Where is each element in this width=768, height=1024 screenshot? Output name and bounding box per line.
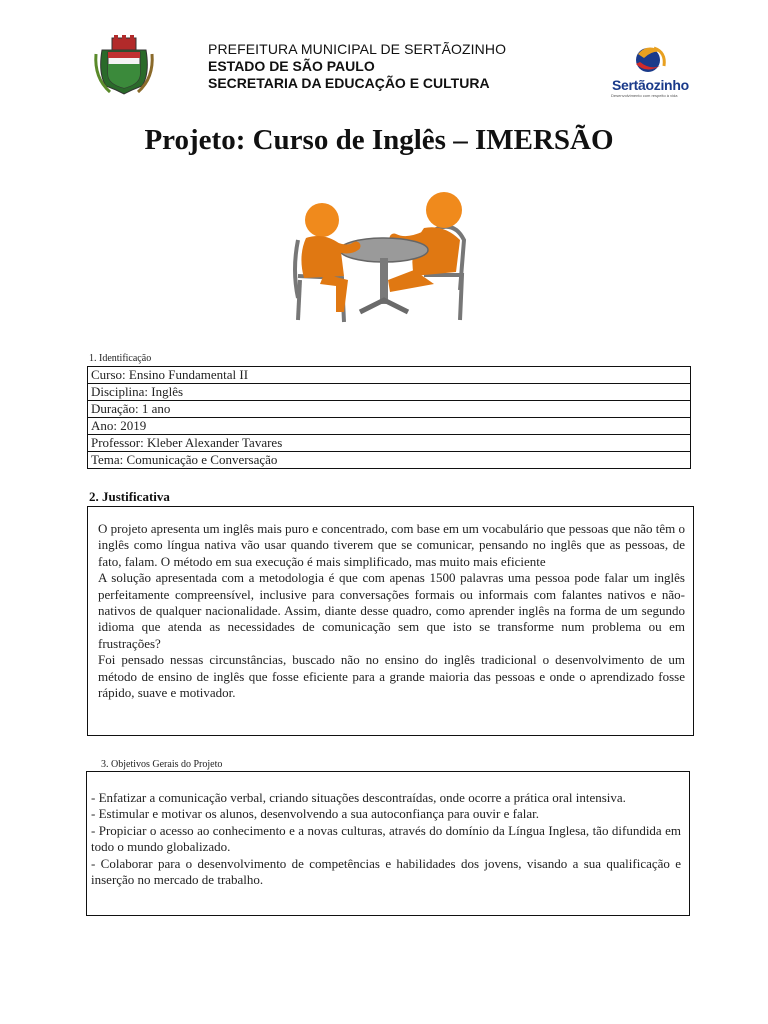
objetivos-label: 3. Objetivos Gerais do Projeto: [101, 759, 223, 770]
city-logo-icon: [608, 40, 704, 80]
justificativa-paragraph: A solução apresentada com a metodologia é que com apenas 1500 palavras uma pessoa pode falar um inglês perfeitamente compreensível, inclusive para conversações formais ou informais com falantes nativos e não-nativos de qualquer nacionalidade. Assim, diante desse quadro, como aprender inglês na forma de um segundo idioma que atenda as necessidades de comunicação sem que isto se transforme num problema ou em frustrações?: [98, 570, 685, 651]
objetivo-item: - Estimular e motivar os alunos, desenvolvendo a sua autoconfiança para ouvir e falar.: [91, 806, 539, 822]
justificativa-paragraph: O projeto apresenta um inglês mais puro e concentrado, com base em um vocabulário que pessoas que não têm o inglês como língua nativa vão usar quando tiverem que se comunicar, pensando no inglês que as pessoas, de fato, falam. O método em sua execução é mais simplificado, mas muito mais eficiente: [98, 521, 685, 569]
table-cell: Ano: 2019: [88, 418, 691, 435]
objetivo-item: - Propiciar o acesso ao conhecimento e a novas culturas, através do domínio da Língua Inglesa, tão difundida em todo o mundo globalizado.: [91, 822, 681, 855]
table-row: [88, 384, 691, 401]
table-cell: Disciplina: Inglês: [88, 384, 691, 401]
justificativa-paragraph: Foi pensado nessas circunstâncias, buscado não no ensino do inglês tradicional o desenvolvimento de um método de ensino de inglês que fosse eficiente para a grande maioria das pessoas e onde o aprendizado fosse rápido, suave e motivador.: [98, 652, 685, 701]
coat-of-arms-icon: [92, 34, 156, 98]
table-row: [88, 452, 691, 469]
table-row: [88, 435, 691, 452]
justificativa-box: [87, 506, 694, 736]
table-row: [88, 418, 691, 435]
justificativa-heading: 2. Justificativa: [89, 489, 170, 504]
header-line-prefeitura: PREFEITURA MUNICIPAL DE SERTÃOZINHO: [208, 41, 507, 57]
city-logo: [608, 40, 704, 98]
objetivo-item: - Enfatizar a comunicação verbal, criando situações descontraídas, onde ocorre a prática oral intensiva.: [91, 790, 626, 805]
people-at-table-icon: [284, 180, 484, 330]
table-cell: Tema: Comunicação e Conversação: [88, 452, 691, 469]
table-cell: Duração: 1 ano: [88, 401, 691, 418]
page-title: Projeto: Curso de Inglês – IMERSÃO: [144, 124, 614, 156]
table-row: [88, 401, 691, 418]
table-row: [88, 367, 691, 384]
city-logo-tagline: Desenvolvimento com respeito à vida: [611, 93, 678, 98]
identificacao-label: 1. Identificação: [89, 353, 152, 364]
objetivos-box: [86, 771, 690, 916]
table-cell: Professor: Kleber Alexander Tavares: [88, 435, 691, 452]
header-line-estado: ESTADO DE SÃO PAULO: [208, 58, 375, 74]
objetivo-item: - Colaborar para o desenvolvimento de competências e habilidades dos jovens, visando a sua qualificação e inserção no mercado de trabalho.: [91, 855, 681, 888]
city-logo-text: Sertãozinho: [612, 77, 689, 93]
table-cell: Curso: Ensino Fundamental II: [88, 367, 691, 384]
header-line-secretaria: SECRETARIA DA EDUCAÇÃO E CULTURA: [208, 75, 490, 91]
identificacao-table: [87, 366, 691, 469]
